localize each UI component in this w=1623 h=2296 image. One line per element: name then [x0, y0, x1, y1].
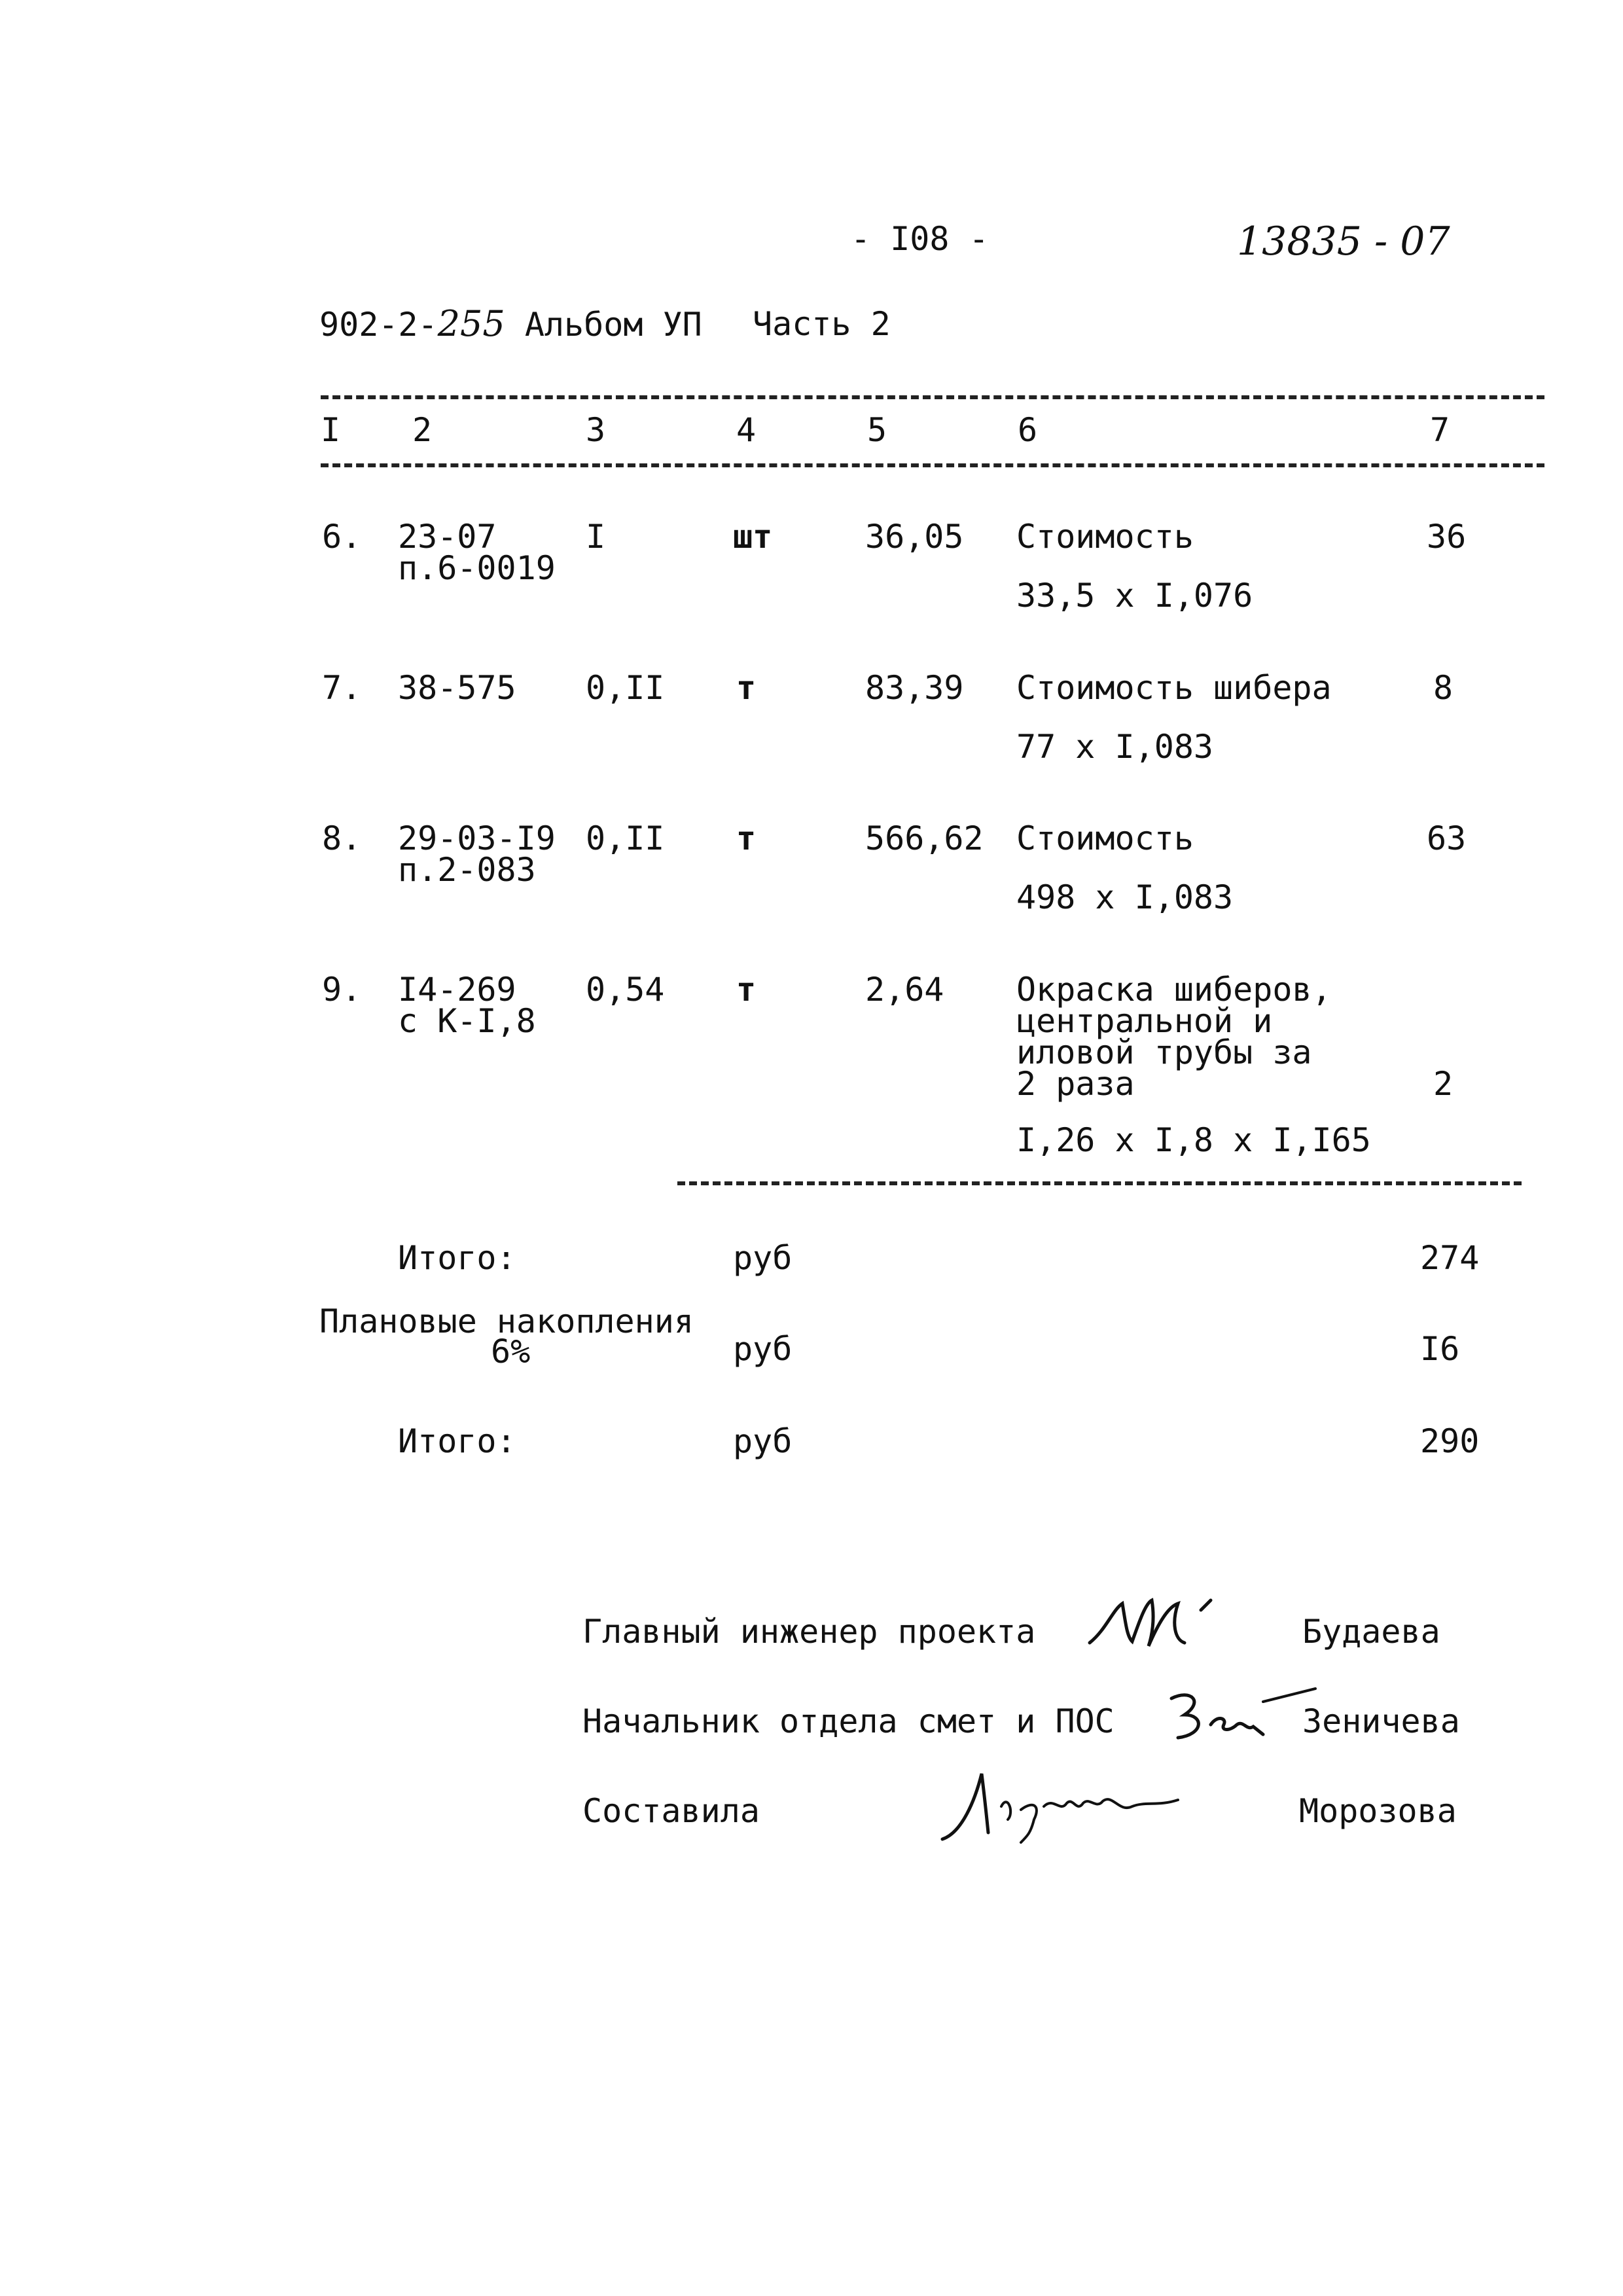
row-unit: т [736, 819, 757, 857]
planned-savings-value: I6 [1420, 1330, 1460, 1368]
signature-handwritten-glavny [1086, 1584, 1237, 1656]
row-description: Стоимость шибера [1016, 669, 1332, 707]
album-label: Альбом УП [524, 306, 702, 344]
row-formula: I,26 x I,8 x I,I65 [1016, 1121, 1371, 1159]
part-label: Часть 2 [753, 305, 891, 343]
row-quantity: 0,II [586, 669, 665, 707]
row-code-ref: п.2-083 [398, 851, 536, 889]
col-header-4: 4 [736, 411, 757, 449]
signature-name: Морозова [1299, 1792, 1457, 1830]
row-formula: 33,5 x I,076 [1016, 577, 1253, 615]
series-code: 902-2- [319, 306, 438, 344]
signature-name: Будаева [1302, 1613, 1440, 1651]
row-number: 7. [322, 669, 362, 707]
row-price: 566,62 [865, 819, 984, 857]
row-number: 9. [322, 971, 362, 1009]
totals-rule [677, 1181, 1522, 1185]
planned-savings-percent: 6% [491, 1333, 531, 1371]
row-total: 2 [1433, 1065, 1454, 1103]
row-description-line-4: 2 раза [1016, 1065, 1135, 1103]
row-total: 8 [1433, 669, 1454, 707]
total-label: Итого: [398, 1422, 516, 1460]
col-header-6: 6 [1018, 411, 1038, 449]
total-value: 290 [1420, 1422, 1480, 1460]
signature-handwritten-nachalnik [1165, 1682, 1322, 1748]
total-unit: руб [733, 1422, 793, 1460]
col-header-7: 7 [1430, 411, 1450, 449]
row-description-line-3: иловой трубы за [1016, 1033, 1312, 1071]
subtotal-unit: руб [733, 1239, 793, 1277]
row-number: 6. [322, 518, 362, 556]
row-quantity: I [586, 518, 606, 556]
signature-role: Главный инженер проекта [582, 1613, 1036, 1651]
handwritten-doc-code: 13835 - 07 [1237, 219, 1450, 264]
row-code: 38-575 [398, 669, 516, 707]
row-price: 83,39 [865, 669, 964, 707]
col-header-2: 2 [412, 411, 433, 449]
subtotal-label: Итого: [398, 1239, 516, 1277]
row-description: Стоимость [1016, 518, 1194, 556]
row-code: 29-03-I9 [398, 819, 556, 857]
col-header-3: 3 [586, 411, 606, 449]
col-header-5: 5 [867, 411, 887, 449]
row-code: I4-269 [398, 971, 516, 1009]
header-bottom-rule [321, 463, 1544, 467]
row-quantity: 0,54 [586, 971, 665, 1009]
page-number: - I08 - [851, 220, 989, 258]
row-price: 2,64 [865, 971, 944, 1009]
col-header-1: I [321, 411, 341, 449]
row-price: 36,05 [865, 518, 964, 556]
series-handwritten-number: 255 [437, 303, 505, 344]
row-code-ref: п.6-0019 [398, 549, 556, 587]
row-quantity: 0,II [586, 819, 665, 857]
signature-name: Зеничева [1302, 1702, 1460, 1740]
row-unit: т [736, 669, 757, 707]
row-description-line-2: центральной и [1016, 1002, 1273, 1040]
row-total: 36 [1427, 518, 1467, 556]
subtotal-value: 274 [1420, 1239, 1480, 1277]
signature-role: Составила [582, 1792, 760, 1830]
header-top-rule [321, 395, 1544, 399]
row-formula: 77 x I,083 [1016, 728, 1214, 766]
row-number: 8. [322, 819, 362, 857]
row-total: 63 [1427, 819, 1467, 857]
signature-role: Начальник отдела смет и ПОС [582, 1702, 1115, 1740]
row-unit: шт [733, 518, 773, 556]
row-code: 23-07 [398, 518, 497, 556]
document-series [319, 303, 702, 344]
row-description: Стоимость [1016, 819, 1194, 857]
row-code-ref: с К-I,8 [398, 1002, 536, 1040]
planned-savings-label: Плановые накопления [319, 1302, 694, 1340]
signature-handwritten-sostavila [936, 1761, 1191, 1852]
row-formula: 498 x I,083 [1016, 878, 1234, 916]
row-unit: т [736, 971, 757, 1009]
planned-savings-unit: руб [733, 1330, 793, 1368]
row-description-line-1: Окраска шиберов, [1016, 971, 1332, 1009]
